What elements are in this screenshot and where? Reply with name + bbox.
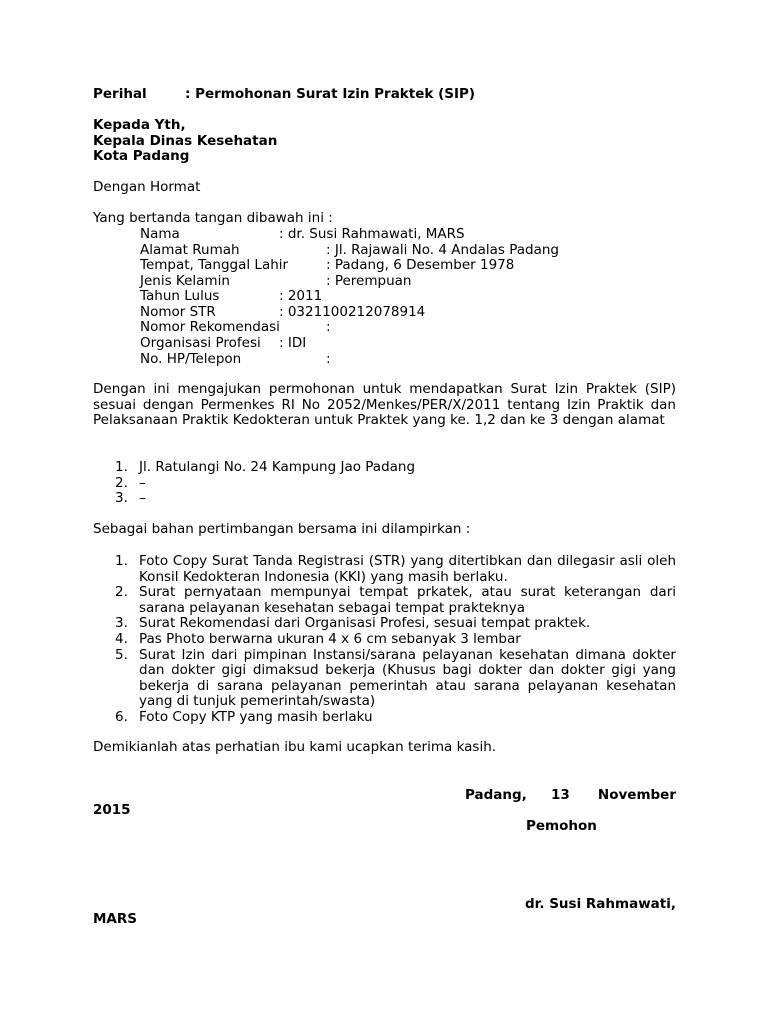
list-item-number: 1. [115,553,128,569]
identity-value-name: : dr. Susi Rahmawati, MARS [279,226,465,242]
attachments-intro: Sebagai bahan pertimbangan bersama ini dilampirkan : [93,521,471,537]
recipient-line-3: Kota Padang [93,148,190,164]
intro-text: Yang bertanda tangan dibawah ini : [93,210,333,226]
list-item-number: 2. [115,584,128,601]
subject-value: : Permohonan Surat Izin Praktek (SIP) [185,86,476,102]
identity-label-organization: Organisasi Profesi [140,335,261,351]
signature-day: 13 [551,787,570,803]
identity-label-name: Nama [140,226,180,242]
list-item-text: Jl. Ratulangi No. 24 Kampung Jao Padang [139,459,416,475]
recipient-line-1: Kepada Yth, [93,117,186,133]
list-item-text: – [139,490,146,507]
list-item [93,710,676,726]
identity-label-recommendation: Nomor Rekomendasi [140,319,280,335]
identity-value-gender: : Perempuan [326,273,412,289]
request-paragraph: Dengan ini mengajukan permohonan untuk mendapatkan Surat Izin Praktek (SIP) sesuai dengan Permenkes RI No 2052/Menkes/PER/X/2011 tentang Izin Praktik dan Pelaksanaan Praktik Kedokteran untuk Praktek yang ke. 1,2 dan ke 3 dengan alamat [93,381,676,429]
subject-label: Perihal [93,86,147,102]
list-item [93,476,676,492]
list-item [93,648,676,710]
list-item-number: 3. [115,615,128,632]
list-item [93,585,676,616]
list-item-number: 3. [115,490,128,507]
list-item-number: 2. [115,474,128,491]
list-item-text: Foto Copy KTP yang masih berlaku [139,708,373,725]
closing-text: Demikianlah atas perhatian ibu kami ucapkan terima kasih. [93,739,497,755]
signature-year: 2015 [93,802,131,818]
list-item-number: 6. [115,708,128,725]
signature-role: Pemohon [526,818,597,834]
identity-label-phone: No. HP/Telepon [140,351,242,367]
identity-value-recommendation: : [326,319,331,335]
list-item [93,460,676,476]
identity-value-address: : Jl. Rajawali No. 4 Andalas Padang [326,242,559,258]
list-item-text: – [139,474,146,491]
identity-value-phone: : [326,351,331,367]
signature-name: dr. Susi Rahmawati, [524,896,676,912]
identity-value-birth: : Padang, 6 Desember 1978 [326,257,515,273]
list-item-text: Surat pernyataan mempunyai tempat prkatek, atau surat keterangan dari sarana pelayanan kesehatan sebagai tempat prakteknya [139,584,676,616]
practice-address-list [93,460,676,507]
signature-place: Padang, [465,787,527,803]
list-item-number: 5. [115,646,128,663]
list-item-text: Pas Photo berwarna ukuran 4 x 6 cm sebanyak 3 lembar [139,630,521,647]
attachments-list [93,554,676,726]
list-item-text: Surat Izin dari pimpinan Instansi/sarana pelayanan kesehatan dimana dokter dan dokter gigi dimaksud bekerja (Khusus bagi dokter dan dokter gigi yang bekerja di sarana pelayanan pemerintah atau sarana pelayanan kesehatan yang di tunjuk pemerintah/swasta) [139,646,676,710]
greeting: Dengan Hormat [93,179,201,195]
letter-page [93,0,676,1024]
identity-label-str: Nomor STR [140,304,216,320]
identity-label-birth: Tempat, Tanggal Lahir [140,257,289,273]
list-item-text: Foto Copy Surat Tanda Registrasi (STR) yang ditertibkan dan dilegasir asli oleh Konsil Kedokteran Indonesia (KKI) yang masih berlaku. [139,553,676,585]
list-item [93,632,676,648]
list-item-number: 1. [115,459,128,475]
recipient-line-2: Kepala Dinas Kesehatan [93,133,278,149]
identity-label-gender: Jenis Kelamin [140,273,230,289]
identity-value-graduation: : 2011 [279,288,323,304]
identity-label-address: Alamat Rumah [140,242,240,258]
signature-title-suffix: MARS [93,911,138,927]
identity-value-organization: : IDI [279,335,307,351]
list-item-number: 4. [115,630,128,647]
list-item [93,491,676,507]
identity-label-graduation: Tahun Lulus [140,288,220,304]
identity-value-str: : 0321100212078914 [279,304,426,320]
list-item-text: Surat Rekomendasi dari Organisasi Profesi, sesuai tempat praktek. [139,615,591,632]
list-item [93,616,676,632]
signature-month: November [597,787,676,803]
list-item [93,554,676,585]
